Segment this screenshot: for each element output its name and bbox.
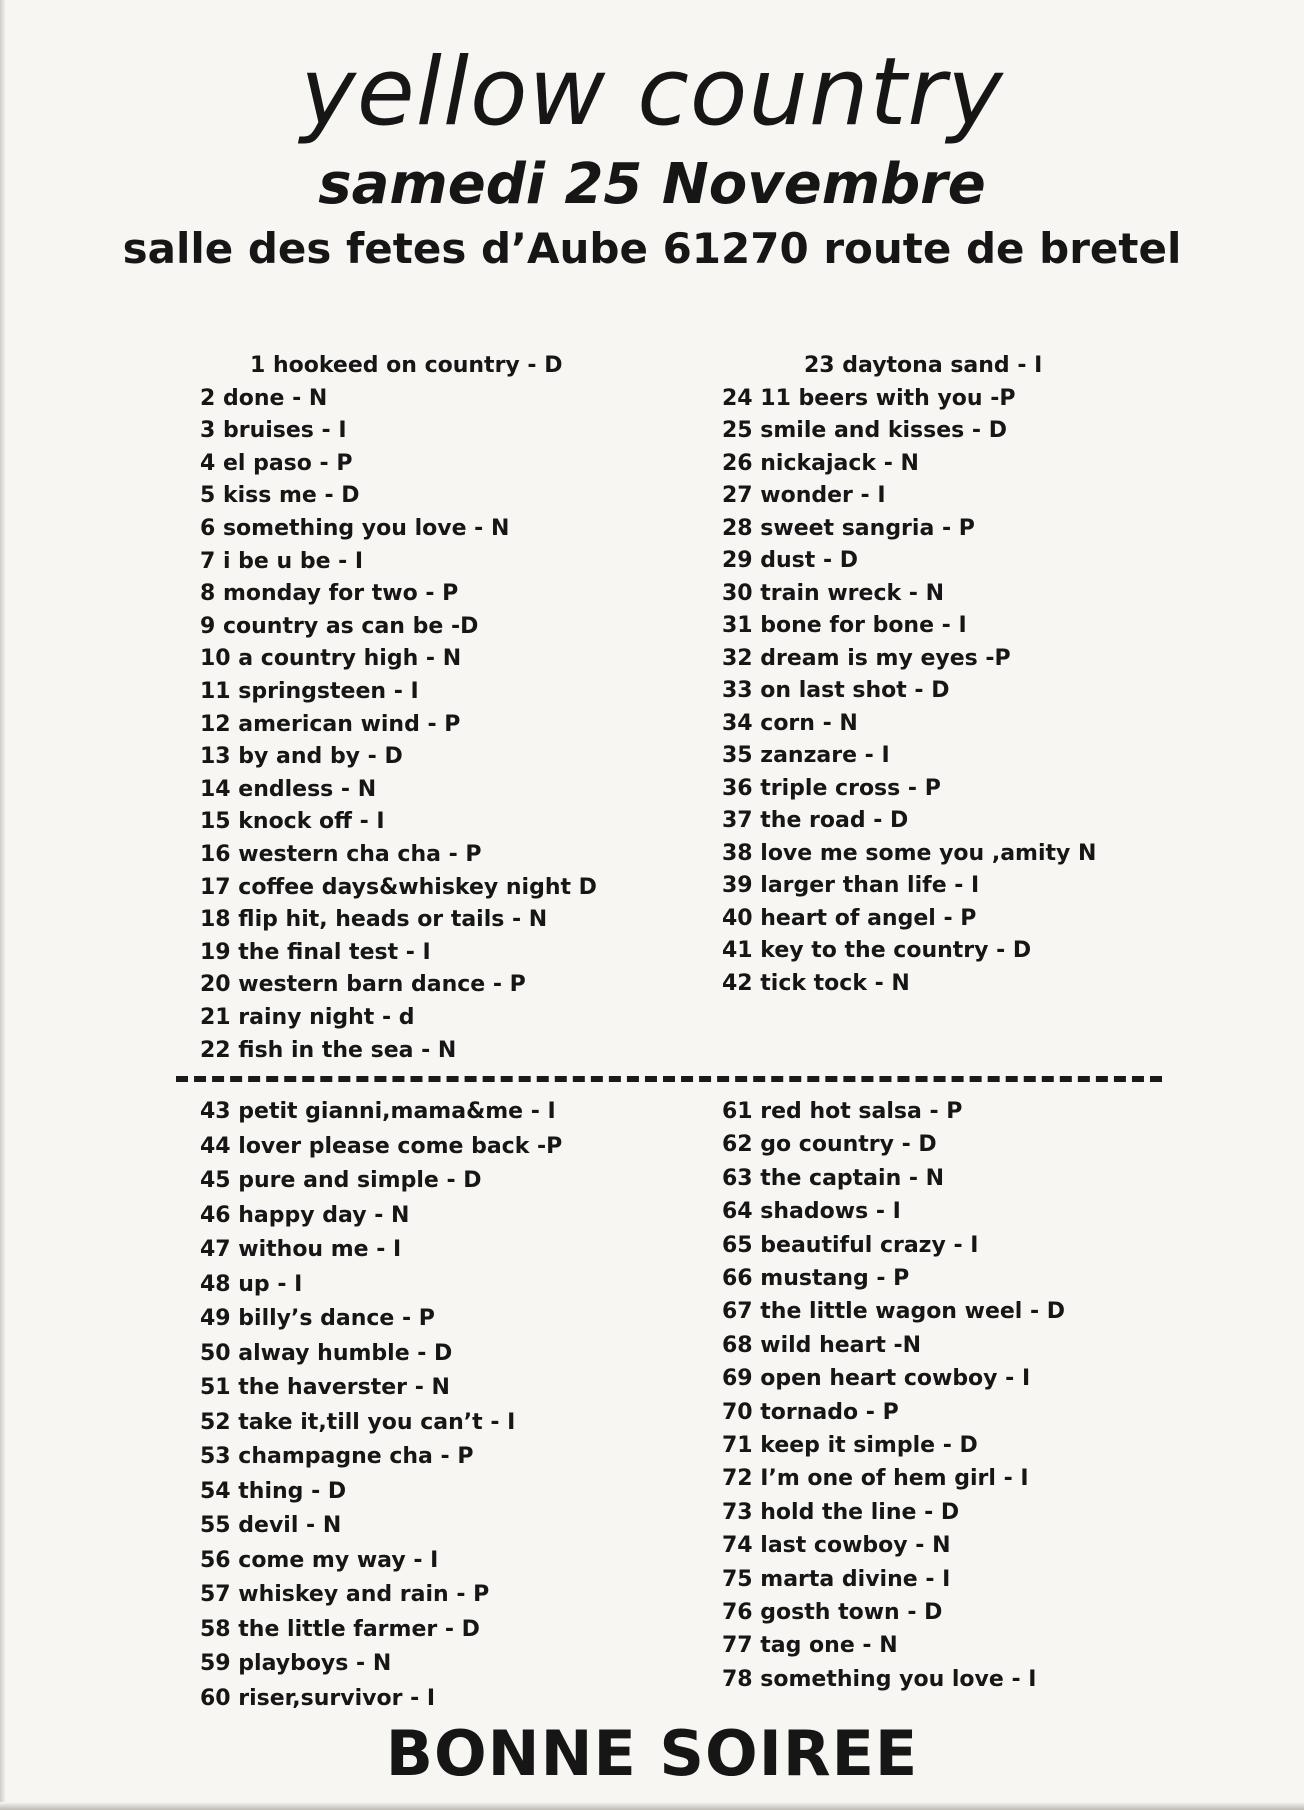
- dance-list-item: 10 a country high - N: [200, 646, 462, 672]
- dance-list-item: 6 something you love - N: [200, 516, 510, 541]
- event-date: samedi 25 Novembre: [318, 152, 986, 217]
- dance-list-item: 70 tornado - P: [722, 1399, 899, 1425]
- dance-list-item: 27 wonder - I: [722, 483, 886, 508]
- dance-list-item: 20 western barn dance - P: [200, 972, 526, 998]
- dance-list-item: 11 springsteen - I: [200, 679, 419, 704]
- dance-list-item: 9 country as can be -D: [200, 613, 479, 639]
- dance-list-item: 62 go country - D: [722, 1132, 937, 1158]
- dance-list-item: 68 wild heart -N: [722, 1332, 922, 1358]
- dance-list-item: 32 dream is my eyes -P: [722, 645, 1011, 671]
- dance-list-item: 2 done - N: [200, 385, 328, 411]
- dance-list-item: 33 on last shot - D: [722, 678, 950, 703]
- dance-list-item: 69 open heart cowboy - I: [722, 1366, 1031, 1392]
- dance-list-item: 13 by and by - D: [200, 744, 403, 770]
- dance-list-item: 31 bone for bone - I: [722, 613, 967, 638]
- dance-list-item: 28 sweet sangria - P: [722, 515, 975, 541]
- dance-list-item: 29 dust - D: [722, 548, 859, 573]
- dance-list-item: 14 endless - N: [200, 776, 377, 802]
- dance-list-item: 30 train wreck - N: [722, 580, 944, 606]
- dance-list-item: 60 riser,survivor - I: [200, 1685, 436, 1711]
- dance-list-item: 52 take it,till you can’t - I: [200, 1409, 516, 1435]
- dance-list-item: 1 hookeed on country - D: [250, 353, 563, 378]
- dance-list-item: 4 el paso - P: [200, 450, 353, 476]
- dance-list-item: 64 shadows - I: [722, 1199, 901, 1225]
- dance-list-item: 48 up - I: [200, 1271, 303, 1297]
- dance-list-item: 25 smile and kisses - D: [722, 418, 1007, 443]
- dance-list-item: 56 come my way - I: [200, 1547, 439, 1573]
- dance-list-item: 71 keep it simple - D: [722, 1433, 978, 1458]
- dance-list-item: 61 red hot salsa - P: [722, 1099, 963, 1124]
- dance-list-item: 21 rainy night - d: [200, 1005, 415, 1030]
- dance-list-item: 15 knock off - I: [200, 809, 385, 835]
- dashed-divider: [176, 1076, 1162, 1082]
- dance-list-item: 63 the captain - N: [722, 1165, 945, 1191]
- dance-list-item: 43 petit gianni,mama&me - I: [200, 1099, 556, 1124]
- dance-list-item: 3 bruises - I: [200, 418, 347, 444]
- dance-list-item: 73 hold the line - D: [722, 1499, 960, 1525]
- dance-list-item: 40 heart of angel - P: [722, 905, 977, 931]
- dance-list-item: 44 lover please come back -P: [200, 1133, 563, 1159]
- dance-list-item: 51 the haverster - N: [200, 1375, 450, 1400]
- dance-list-item: 66 mustang - P: [722, 1266, 910, 1291]
- dance-list-item: 54 thing - D: [200, 1478, 347, 1504]
- dance-list-item: 67 the little wagon weel - D: [722, 1299, 1066, 1325]
- dance-list-item: 36 triple cross - P: [722, 775, 941, 801]
- dance-list-item: 39 larger than life - I: [722, 873, 980, 898]
- closing-message: BONNE SOIREE: [385, 1717, 919, 1790]
- dance-list-item: 24 11 beers with you -P: [722, 385, 1016, 411]
- dance-list-item: 46 happy day - N: [200, 1202, 410, 1228]
- dance-list-item: 53 champagne cha - P: [200, 1444, 474, 1469]
- dance-list-item: 23 daytona sand - I: [804, 353, 1043, 378]
- dance-list-item: 42 tick tock - N: [722, 970, 910, 996]
- event-venue: salle des fetes d’Aube 61270 route de bretel: [122, 224, 1182, 273]
- dance-list-item: 74 last cowboy - N: [722, 1533, 951, 1559]
- dance-list-item: 8 monday for two - P: [200, 581, 459, 607]
- dance-list-item: 7 i be u be - I: [200, 548, 364, 574]
- dance-list-item: 50 alway humble - D: [200, 1340, 453, 1366]
- dance-list-item: 5 kiss me - D: [200, 483, 360, 509]
- dance-list-item: 38 love me some you ,amity N: [722, 840, 1097, 866]
- dance-list-item: 65 beautiful crazy - I: [722, 1232, 979, 1258]
- dance-list-item: 37 the road - D: [722, 808, 909, 833]
- dance-list-item: 45 pure and simple - D: [200, 1168, 482, 1193]
- dance-list-item: 18 flip hit, heads or tails - N: [200, 907, 548, 933]
- dance-list-item: 57 whiskey and rain - P: [200, 1582, 490, 1607]
- dance-list-item: 22 fish in the sea - N: [200, 1037, 457, 1063]
- dance-list-item: 72 I’m one of hem girl - I: [722, 1466, 1029, 1492]
- dance-list-item: 41 key to the country - D: [722, 938, 1032, 963]
- dance-list-item: 26 nickajack - N: [722, 450, 919, 476]
- dance-list-item: 49 billy’s dance - P: [200, 1306, 435, 1331]
- scan-edge-bottom: [0, 1802, 1304, 1810]
- event-title: yellow country: [300, 38, 1004, 147]
- dance-list-item: 76 gosth town - D: [722, 1600, 943, 1625]
- dance-list-item: 47 withou me - I: [200, 1237, 402, 1262]
- dance-list-item: 55 devil - N: [200, 1513, 342, 1538]
- dance-list-item: 17 coffee days&whiskey night D: [200, 874, 597, 900]
- dance-list-item: 19 the final test - I: [200, 939, 431, 965]
- dance-list-item: 77 tag one - N: [722, 1633, 898, 1659]
- dance-list-item: 34 corn - N: [722, 710, 858, 736]
- dance-list-item: 59 playboys - N: [200, 1651, 392, 1676]
- dance-list-item: 16 western cha cha - P: [200, 842, 482, 867]
- dance-list-item: 75 marta divine - I: [722, 1566, 951, 1592]
- dance-list-item: 35 zanzare - I: [722, 743, 890, 768]
- dance-list-item: 78 something you love - I: [722, 1666, 1037, 1692]
- dance-list-item: 12 american wind - P: [200, 711, 461, 737]
- dance-list-item: 58 the little farmer - D: [200, 1616, 480, 1642]
